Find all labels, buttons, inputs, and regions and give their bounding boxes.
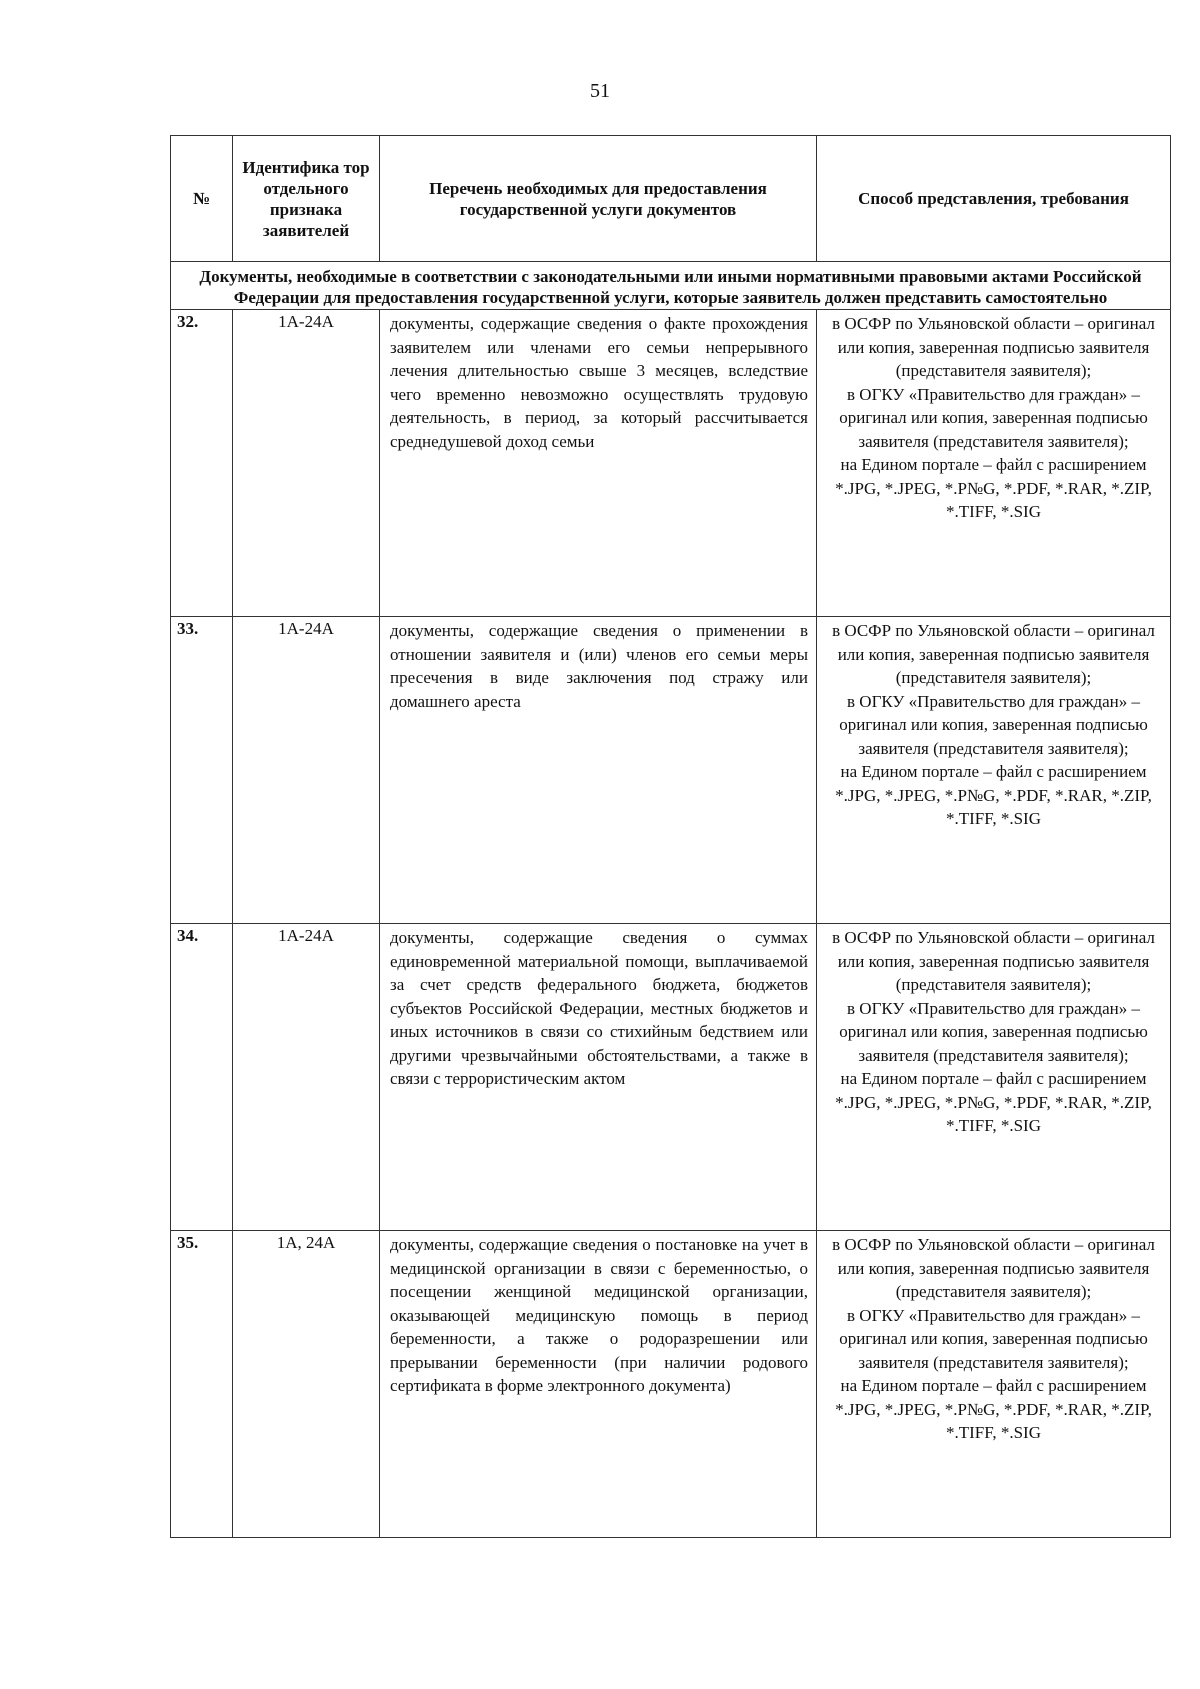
method-ogku: в ОГКУ «Правительство для граждан» – оригинал или копия, заверенная подписью заявителя (представителя заявителя); [839,1305,1148,1372]
row-method [817,924,1171,1231]
method-osfr: в ОСФР по Ульяновской области – оригинал или копия, заверенная подписью заявителя (представителя заявителя); [832,621,1155,687]
section-row [171,262,1171,310]
row-method [817,1231,1171,1538]
row-number: 35. [171,1231,233,1538]
table-header-row [171,136,1171,262]
row-identifier: 1А-24А [233,924,380,1231]
row-documents: документы, содержащие сведения о суммах единовременной материальной помощи, выплачиваемой за счет средств федерального бюджета, бюджетов субъектов Российской Федерации, местных бюджетов и иных источников в связи со стихийным бедствием или другими чрезвычайными обстоятельствами, а также в связи с террористическим актом [380,924,817,1231]
table-row [171,924,1171,1231]
documents-table [170,135,1171,1538]
method-portal: на Едином портале – файл с расширением *.JPG, *.JPEG, *.P№G, *.PDF, *.RAR, *.ZIP, *.TIFF, *.SIG [835,762,1152,828]
method-ogku: в ОГКУ «Правительство для граждан» – оригинал или копия, заверенная подписью заявителя (представителя заявителя); [839,998,1148,1065]
header-identifier: Идентифика тор отдельного признака заявителей [233,136,380,262]
header-documents: Перечень необходимых для предоставления государственной услуги документов [380,136,817,262]
method-osfr: в ОСФР по Ульяновской области – оригинал или копия, заверенная подписью заявителя (представителя заявителя); [832,1235,1155,1301]
method-osfr: в ОСФР по Ульяновской области – оригинал или копия, заверенная подписью заявителя (представителя заявителя); [832,314,1155,380]
table-row [171,310,1171,617]
row-identifier: 1А-24А [233,310,380,617]
row-documents: документы, содержащие сведения о факте прохождения заявителем или членами его семьи непрерывного лечения длительностью свыше 3 месяцев, вследствие чего временно невозможно осуществлять трудовую деятельность, в период, за который рассчитывается среднедушевой доход семьи [380,310,817,617]
row-number: 33. [171,617,233,924]
row-number: 34. [171,924,233,1231]
page-number: 51 [590,80,610,102]
header-no: № [171,136,233,262]
row-method [817,617,1171,924]
row-identifier: 1А, 24А [233,1231,380,1538]
method-portal: на Едином портале – файл с расширением *.JPG, *.JPEG, *.P№G, *.PDF, *.RAR, *.ZIP, *.TIFF, *.SIG [835,1376,1152,1442]
header-method: Способ представления, требования [817,136,1171,262]
method-osfr: в ОСФР по Ульяновской области – оригинал или копия, заверенная подписью заявителя (представителя заявителя); [832,928,1155,994]
method-ogku: в ОГКУ «Правительство для граждан» – оригинал или копия, заверенная подписью заявителя (представителя заявителя); [839,691,1148,758]
method-portal: на Едином портале – файл с расширением *.JPG, *.JPEG, *.P№G, *.PDF, *.RAR, *.ZIP, *.TIFF, *.SIG [835,1069,1152,1135]
table-row [171,1231,1171,1538]
row-method [817,310,1171,617]
row-number: 32. [171,310,233,617]
row-documents: документы, содержащие сведения о применении в отношении заявителя и (или) членов его семьи меры пресечения в виде заключения под стражу или домашнего ареста [380,617,817,924]
row-identifier: 1А-24А [233,617,380,924]
table-row [171,617,1171,924]
section-title: Документы, необходимые в соответствии с законодательными или иными нормативными правовыми актами Российской Федерации для предоставления государственной услуги, которые заявитель должен представить самостоятельно [171,262,1171,310]
method-portal: на Едином портале – файл с расширением *.JPG, *.JPEG, *.P№G, *.PDF, *.RAR, *.ZIP, *.TIFF, *.SIG [835,455,1152,521]
row-documents: документы, содержащие сведения о постановке на учет в медицинской организации в связи с беременностью, о посещении женщиной медицинской организации, оказывающей медицинскую помощь в период беременности, а также о родоразрешении или прерывании беременности (при наличии родового сертификата в форме электронного документа) [380,1231,817,1538]
method-ogku: в ОГКУ «Правительство для граждан» – оригинал или копия, заверенная подписью заявителя (представителя заявителя); [839,384,1148,451]
